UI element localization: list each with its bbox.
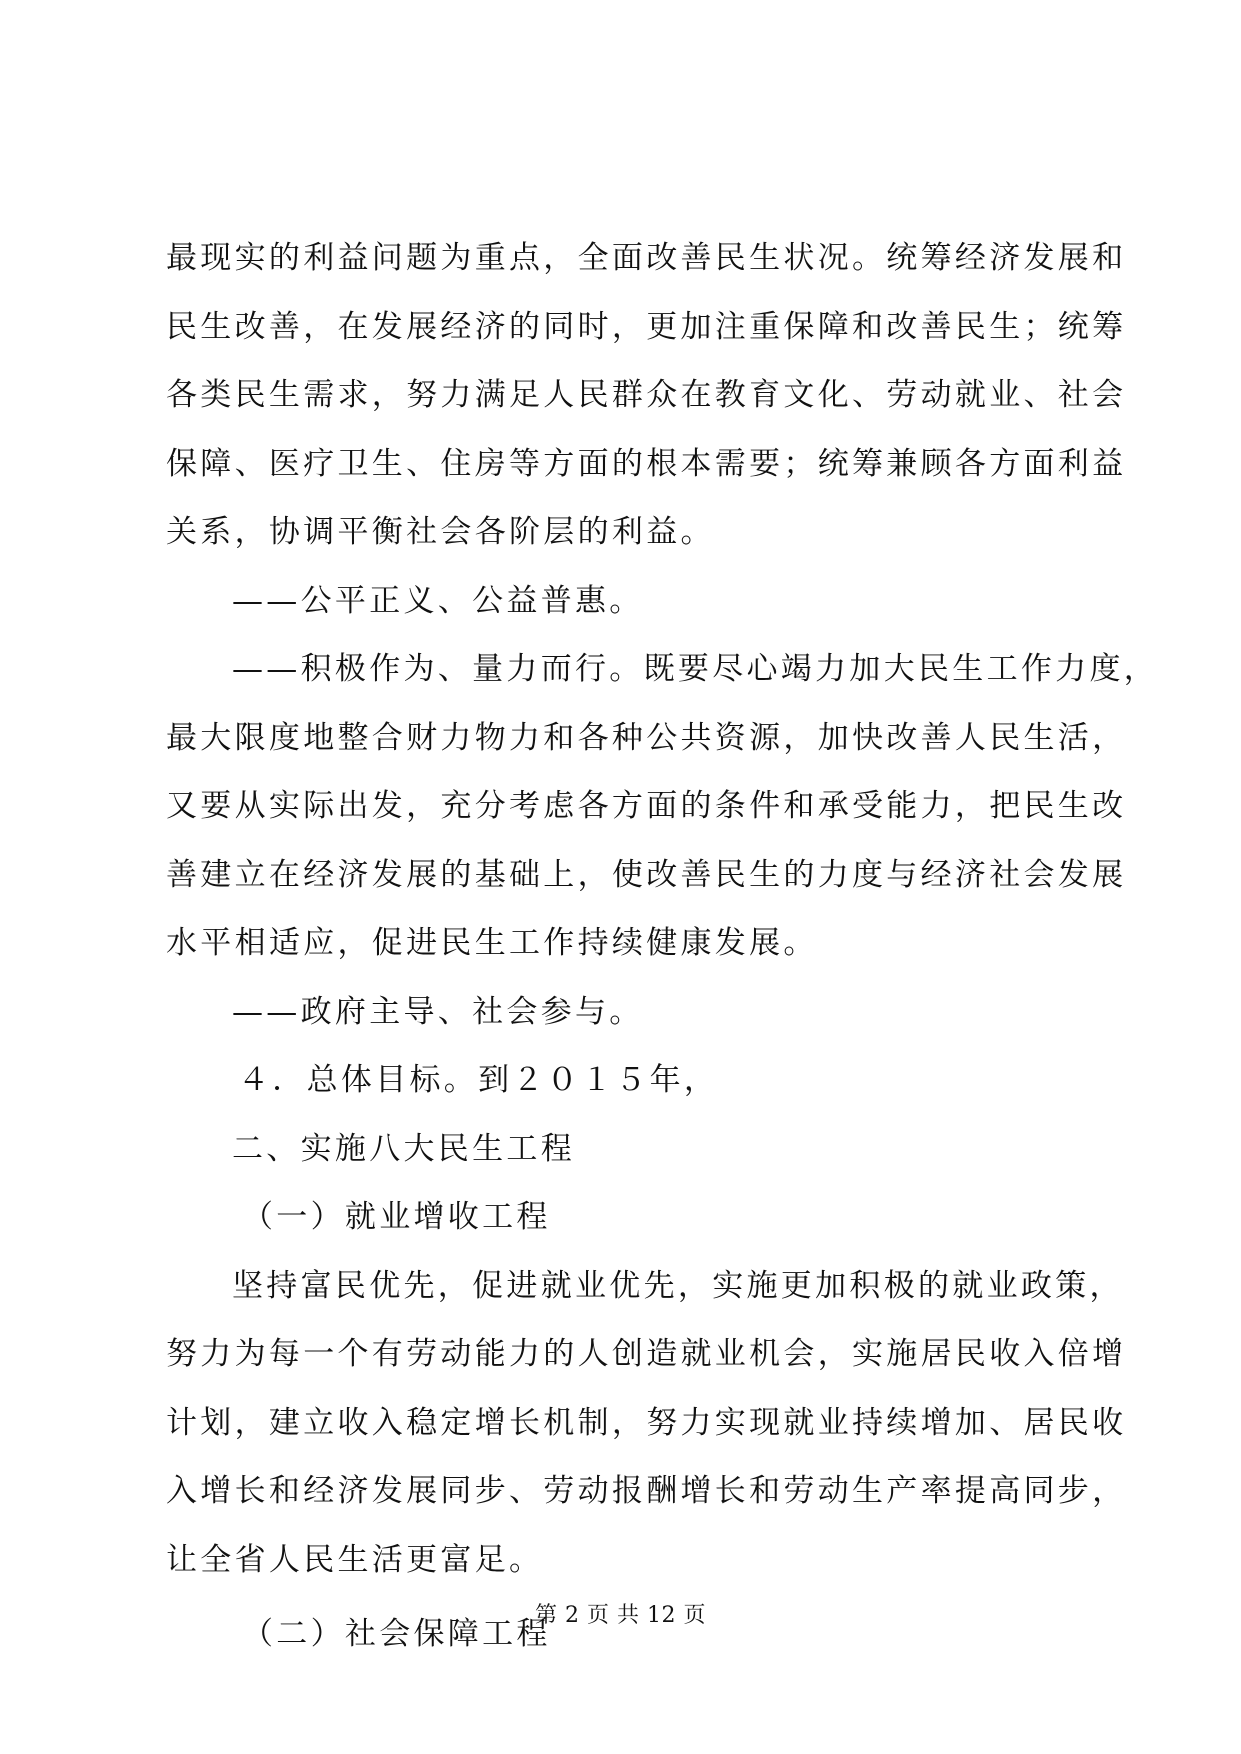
- section-heading: 二、实施八大民生工程: [232, 1130, 575, 1167]
- paragraph-line: 民生改善，在发展经济的同时，更加注重保障和改善民生；统筹: [166, 308, 1127, 345]
- subsection-heading: （二）社会保障工程: [242, 1616, 551, 1652]
- page-number-footer: 第 2 页 共 12 页: [535, 1603, 706, 1628]
- paragraph-line: 最现实的利益问题为重点，全面改善民生状况。统筹经济发展和: [166, 240, 1127, 276]
- paragraph-line: 让全省人民生活更富足。: [166, 1541, 544, 1578]
- paragraph-line: 坚持富民优先，促进就业优先，实施更加积极的就业政策，: [232, 1267, 1124, 1304]
- paragraph-line: 计划，建立收入稳定增长机制，努力实现就业持续增加、居民收: [166, 1404, 1127, 1441]
- paragraph-line: 保障、医疗卫生、住房等方面的根本需要；统筹兼顾各方面利益: [166, 445, 1127, 482]
- subsection-heading: （一）就业增收工程: [242, 1199, 551, 1235]
- principle-line: ——积极作为、量力而行。既要尽心竭力加大民生工作力度，: [232, 651, 1159, 687]
- principle-line: ——政府主导、社会参与。: [232, 993, 644, 1030]
- paragraph-line: 又要从实际出发，充分考虑各方面的条件和承受能力，把民生改: [166, 788, 1127, 824]
- document-body: [166, 224, 1159, 1669]
- paragraph-line: 善建立在经济发展的基础上，使改善民生的力度与经济社会发展: [166, 856, 1127, 893]
- paragraph-line: 努力为每一个有劳动能力的人创造就业机会，实施居民收入倍增: [166, 1336, 1127, 1372]
- paragraph-line: 最大限度地整合财力物力和各种公共资源，加快改善人民生活，: [166, 719, 1127, 756]
- paragraph-line: 入增长和经济发展同步、劳动报酬增长和劳动生产率提高同步，: [166, 1473, 1127, 1509]
- paragraph-line: 关系，协调平衡社会各阶层的利益。: [166, 514, 715, 550]
- principle-line: ——公平正义、公益普惠。: [232, 582, 644, 619]
- goal-line: ４．总体目标。到２０１５年，: [238, 1062, 719, 1098]
- paragraph-line: 水平相适应，促进民生工作持续健康发展。: [166, 925, 818, 961]
- paragraph-line: 各类民生需求，努力满足人民群众在教育文化、劳动就业、社会: [166, 377, 1127, 413]
